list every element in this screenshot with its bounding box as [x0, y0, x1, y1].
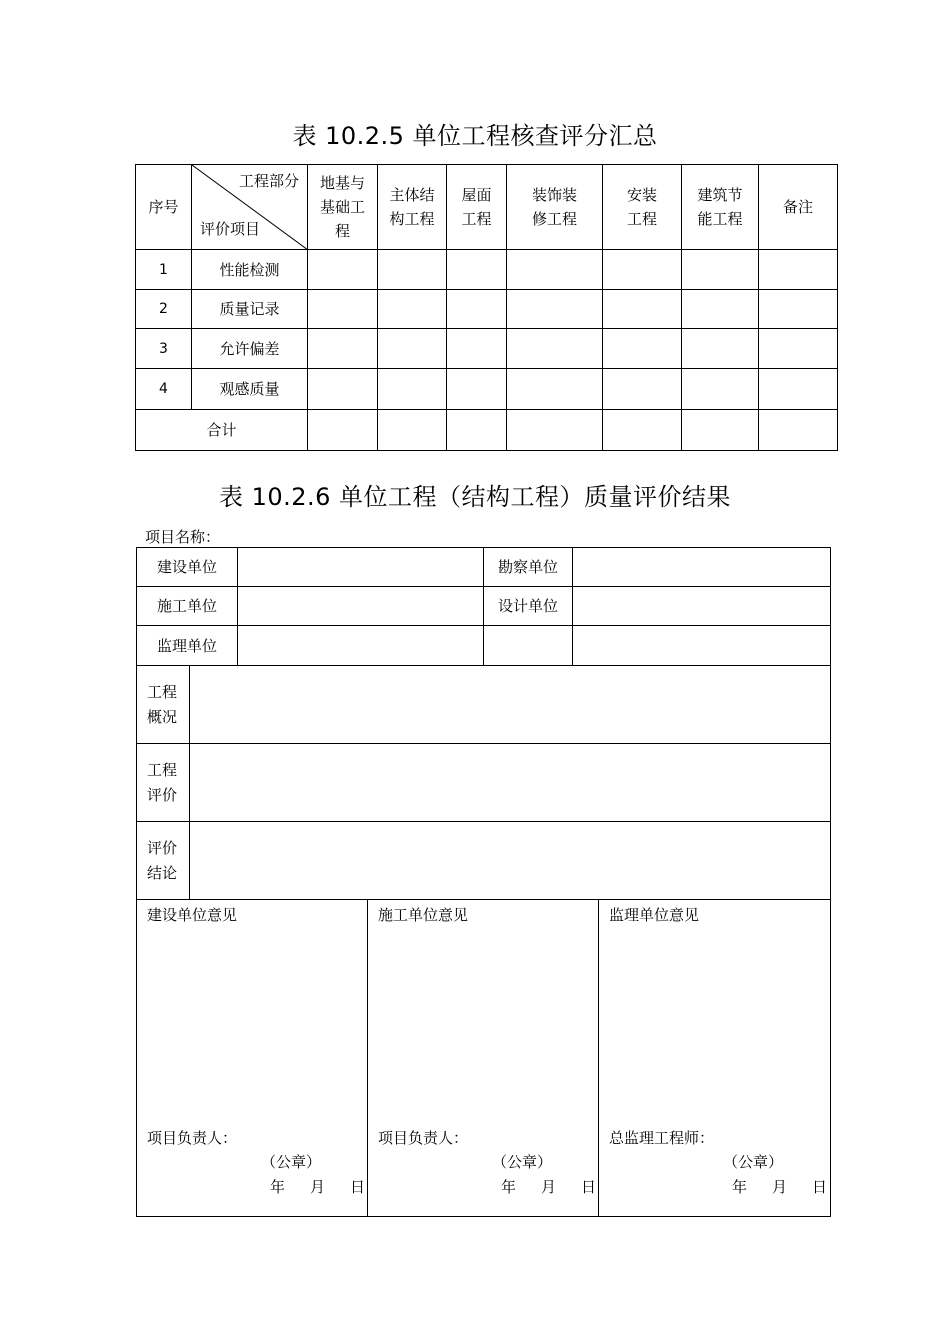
construction-opinion[interactable] — [137, 900, 368, 1217]
score-cell[interactable] — [447, 290, 507, 329]
total-cell[interactable] — [507, 410, 603, 451]
table1-title: 表 10.2.5 单位工程核查评分汇总 — [292, 122, 658, 150]
survey-unit-label: 勘察单位 — [484, 548, 573, 587]
header-col-energy: 建筑节能工程 — [682, 165, 759, 250]
design-unit-value[interactable] — [573, 587, 831, 626]
row-item: 允许偏差 — [192, 329, 308, 369]
header-col-decoration: 装饰装修工程 — [507, 165, 603, 250]
score-summary-table — [135, 164, 838, 451]
score-cell[interactable] — [507, 329, 603, 369]
conclusion-label: 评价结论 — [137, 822, 190, 900]
score-cell[interactable] — [308, 290, 378, 329]
opinion-heading: 建设单位意见 — [147, 906, 238, 924]
score-cell[interactable] — [759, 369, 838, 410]
evaluation-label: 工程评价 — [137, 744, 190, 822]
opinion-heading: 施工单位意见 — [378, 906, 469, 924]
construction-unit-label: 建设单位 — [137, 548, 238, 587]
seal-label: （公章） — [723, 1153, 784, 1171]
design-unit-label: 设计单位 — [484, 587, 573, 626]
score-cell[interactable] — [507, 369, 603, 410]
row-seq: 2 — [136, 290, 192, 329]
row-seq: 3 — [136, 329, 192, 369]
header-col-foundation: 地基与基础工程 — [308, 165, 378, 250]
score-cell[interactable] — [378, 329, 447, 369]
score-cell[interactable] — [507, 250, 603, 290]
total-row — [136, 410, 838, 451]
row-item: 性能检测 — [192, 250, 308, 290]
score-cell[interactable] — [603, 290, 682, 329]
header-col-structure: 主体结构工程 — [378, 165, 447, 250]
score-cell[interactable] — [308, 329, 378, 369]
score-cell[interactable] — [682, 369, 759, 410]
score-cell[interactable] — [378, 250, 447, 290]
table-row — [136, 369, 838, 410]
score-cell[interactable] — [308, 250, 378, 290]
blank-cell[interactable] — [484, 626, 573, 666]
header-col-remarks: 备注 — [759, 165, 838, 250]
total-cell[interactable] — [682, 410, 759, 451]
score-cell[interactable] — [603, 250, 682, 290]
total-cell[interactable] — [378, 410, 447, 451]
builder-opinion[interactable] — [368, 900, 599, 1217]
score-cell[interactable] — [759, 250, 838, 290]
opinions-table — [136, 899, 831, 1217]
total-cell[interactable] — [759, 410, 838, 451]
date-line: 年 月 日 — [731, 1178, 827, 1196]
score-cell[interactable] — [603, 329, 682, 369]
header-diag-bottom: 评价项目 — [200, 220, 261, 238]
row-item: 观感质量 — [192, 369, 308, 410]
builder-unit-label: 施工单位 — [137, 587, 238, 626]
project-name-label: 项目名称： — [145, 528, 221, 546]
score-cell[interactable] — [759, 290, 838, 329]
blank-cell[interactable] — [573, 626, 831, 666]
table-row — [136, 250, 838, 290]
header-col-roof: 屋面工程 — [447, 165, 507, 250]
evaluation-table — [136, 665, 831, 900]
conclusion-value[interactable] — [190, 822, 831, 900]
supervision-unit-label: 监理单位 — [137, 626, 238, 666]
construction-unit-value[interactable] — [238, 548, 484, 587]
signer-label: 项目负责人： — [378, 1129, 469, 1147]
opinion-heading: 监理单位意见 — [609, 906, 700, 924]
signer-label: 总监理工程师： — [609, 1129, 715, 1147]
header-col-installation: 安装工程 — [603, 165, 682, 250]
table-row — [136, 290, 838, 329]
score-cell[interactable] — [682, 329, 759, 369]
seal-label: （公章） — [492, 1153, 553, 1171]
header-diag-top: 工程部分 — [238, 172, 299, 190]
overview-label: 工程概况 — [137, 666, 190, 744]
score-cell[interactable] — [447, 250, 507, 290]
score-cell[interactable] — [759, 329, 838, 369]
overview-value[interactable] — [190, 666, 831, 744]
score-cell[interactable] — [447, 369, 507, 410]
score-cell[interactable] — [378, 369, 447, 410]
score-cell[interactable] — [308, 369, 378, 410]
evaluation-value[interactable] — [190, 744, 831, 822]
seal-label: （公章） — [261, 1153, 322, 1171]
score-cell[interactable] — [682, 290, 759, 329]
table-row — [136, 329, 838, 369]
header-seq: 序号 — [136, 165, 192, 250]
score-cell[interactable] — [603, 369, 682, 410]
units-table — [136, 547, 831, 666]
supervision-unit-value[interactable] — [238, 626, 484, 666]
row-item: 质量记录 — [192, 290, 308, 329]
row-seq: 1 — [136, 250, 192, 290]
row-seq: 4 — [136, 369, 192, 410]
header-diagonal-cell — [192, 165, 308, 250]
date-line: 年 月 日 — [269, 1178, 365, 1196]
total-cell[interactable] — [447, 410, 507, 451]
supervision-opinion[interactable] — [599, 900, 831, 1217]
score-cell[interactable] — [447, 329, 507, 369]
total-label: 合计 — [136, 410, 308, 451]
total-cell[interactable] — [603, 410, 682, 451]
score-cell[interactable] — [682, 250, 759, 290]
table1-header-row — [136, 165, 838, 250]
score-cell[interactable] — [507, 290, 603, 329]
table2-title: 表 10.2.6 单位工程（结构工程）质量评价结果 — [218, 483, 732, 511]
builder-unit-value[interactable] — [238, 587, 484, 626]
total-cell[interactable] — [308, 410, 378, 451]
signer-label: 项目负责人： — [147, 1129, 238, 1147]
date-line: 年 月 日 — [500, 1178, 596, 1196]
score-cell[interactable] — [378, 290, 447, 329]
survey-unit-value[interactable] — [573, 548, 831, 587]
